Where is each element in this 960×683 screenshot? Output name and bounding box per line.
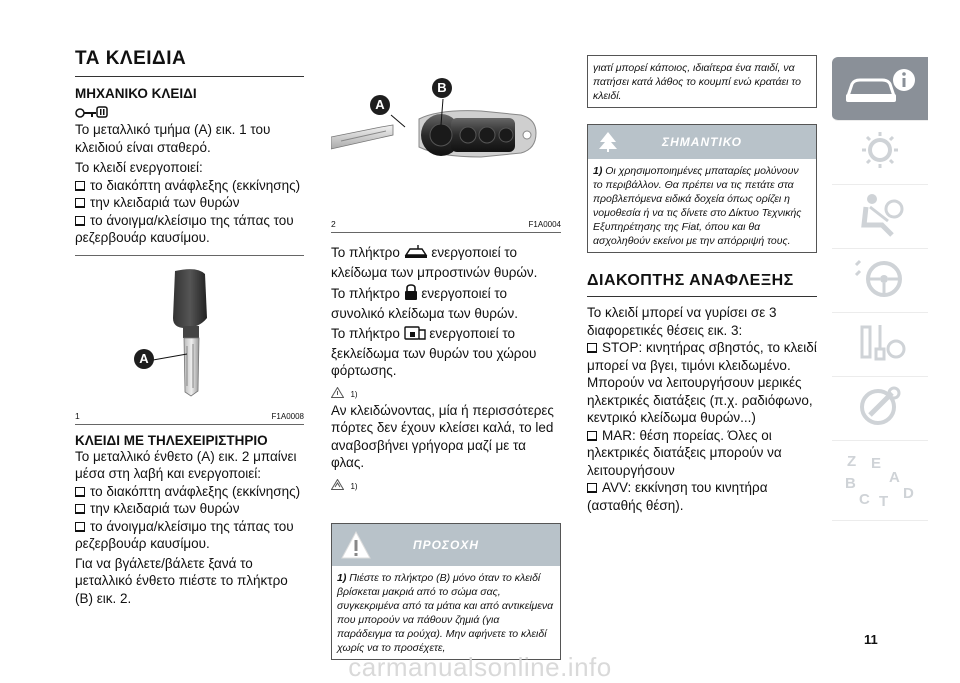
wrench-icon bbox=[850, 319, 910, 370]
list-item: την κλειδαριά των θυρών bbox=[75, 194, 304, 212]
caution-text: 1) Πιέστε το πλήκτρο (B) μόνο όταν το κλειδί βρίσκεται μακριά από το σώμα σας, συγκεκριμένα από τα μάτια και από αντικείμενα που μπορούν να πάθουν ζημιά (για παράδειγμα τα ρούχα). Μην αφήνετε το κλειδί χωρίς να το προσέχετε, bbox=[337, 571, 554, 654]
list-item-stop: STOP: κινητήρας σβηστός, το κλειδί μπορεί να βγει, τιμόνι κλειδωμένο. Μπορούν να λειτουργήσουν μερικές ηλεκτρικές διατάξεις (π.χ. ραδιόφωνο, κεντρικό κλείδωμα θυρών...) bbox=[587, 340, 817, 425]
tab-safety[interactable] bbox=[832, 185, 928, 249]
page-title: ΤΑ ΚΛΕΙΔΙΑ bbox=[75, 48, 304, 77]
car-info-icon bbox=[842, 66, 918, 111]
column-1 bbox=[75, 48, 304, 607]
chapter-sidebar bbox=[832, 57, 928, 521]
list-item: την κλειδαριά των θυρών bbox=[75, 500, 304, 518]
tab-emergency[interactable] bbox=[832, 313, 928, 377]
figure-code: F1A0004 bbox=[528, 220, 561, 229]
tab-warning-lights[interactable] bbox=[832, 121, 928, 185]
bullet-icon bbox=[75, 504, 85, 514]
paragraph-button-2: Το πλήκτρο ενεργοποιεί το συνολικό κλείδωμα των θυρών. bbox=[331, 286, 519, 321]
paragraph: Για να βγάλετε/βάλετε ξανά το μεταλλικό ένθετο πιέστε το πλήκτρο (B) εικ. 2. bbox=[75, 555, 288, 606]
bullet-icon bbox=[75, 198, 85, 208]
warning-lights-icon bbox=[850, 130, 910, 175]
list-item: το διακόπτη ανάφλεξης (εκκίνησης) bbox=[75, 177, 304, 195]
airbag-seat-icon bbox=[850, 191, 910, 242]
column-2 bbox=[331, 55, 561, 660]
heading-remote-key: ΚΛΕΙΔΙ ΜΕ ΤΗΛΕΧΕΙΡΙΣΤΗΡΙΟ bbox=[75, 432, 268, 448]
page-number: 11 bbox=[864, 632, 878, 647]
bullet-icon bbox=[587, 483, 597, 493]
remote-key-illustration bbox=[331, 55, 561, 205]
figure-2 bbox=[331, 55, 561, 233]
index-letters-icon: Z E A B D C T bbox=[845, 452, 914, 510]
warning-triangle-icon bbox=[331, 385, 344, 403]
bullet-icon bbox=[75, 487, 85, 497]
paragraph-button-3: Το πλήκτρο ενεργοποιεί το ξεκλείδωμα των θυρών του χώρου φόρτωσης. bbox=[331, 326, 537, 378]
mechanical-key-illustration bbox=[75, 266, 304, 416]
figure-number: 1 bbox=[75, 410, 80, 421]
list-item-avv: AVV: εκκίνηση του κινητήρα (ασταθής θέση). bbox=[587, 480, 768, 513]
figure-code: F1A0008 bbox=[271, 411, 304, 421]
steering-wheel-icon bbox=[850, 255, 910, 306]
caution-box bbox=[331, 523, 561, 660]
watermark: carmanualsonline.info bbox=[348, 652, 612, 682]
heading-mechanical-key: ΜΗΧΑΝΙΚΟ ΚΛΕΙΔΙ bbox=[75, 86, 197, 101]
tab-driving[interactable] bbox=[832, 249, 928, 313]
paragraph: Το μεταλλικό ένθετο (A) εικ. 2 μπαίνει μέσα στη λαβή και ενεργοποιεί: bbox=[75, 448, 297, 481]
front-doors-lock-icon bbox=[404, 245, 428, 264]
caution-continued-box: γιατί μπορεί κάποιος, ιδιαίτερα ένα παιδί, να πατήσει κατά λάθος το κουμπί ενώ κρατάει το κλειδί. bbox=[587, 55, 817, 108]
list-item: το άνοιγμα/κλείσιμο της τάπας του ρεζερβουάρ καυσίμου. bbox=[75, 518, 294, 551]
paragraph: Το μεταλλικό τμήμα (A) εικ. 1 του κλειδιού είναι σταθερό. bbox=[75, 122, 271, 155]
padlock-icon bbox=[404, 284, 418, 305]
list-item-mar: MAR: θέση πορείας. Όλες οι ηλεκτρικές διατάξεις μπορούν να λειτουργήσουν bbox=[587, 427, 782, 478]
key-symbol-icon bbox=[75, 105, 304, 119]
paragraph: Το κλειδί ενεργοποιεί: bbox=[75, 160, 203, 175]
bullet-icon bbox=[75, 216, 85, 226]
figure-1 bbox=[75, 255, 304, 425]
road-icon bbox=[850, 383, 910, 434]
note-ref-1: 1) bbox=[331, 384, 561, 402]
bullet-icon bbox=[75, 522, 85, 532]
callout-b: B bbox=[432, 78, 452, 98]
bullet-icon bbox=[75, 181, 85, 191]
tab-maintenance[interactable] bbox=[832, 377, 928, 441]
figure-number: 2 bbox=[331, 219, 336, 229]
callout-a: A bbox=[370, 95, 390, 115]
important-header: ΣΗΜΑΝΤΙΚΟ bbox=[588, 125, 816, 159]
heading-ignition-switch: ΔΙΑΚΟΠΤΗΣ ΑΝΑΦΛΕΞΗΣ bbox=[587, 272, 817, 297]
paragraph: Το κλειδί μπορεί να γυρίσει σε 3 διαφορετικές θέσεις εικ. 3: bbox=[587, 305, 777, 338]
column-3 bbox=[587, 55, 817, 514]
important-text: 1) Οι χρησιμοποιημένες μπαταρίες μολύνουν το περιβάλλον. Θα πρέπει να τις πετάτε στα προβλεπόμενα ειδικά δοχεία όπως ορίζει η νομοθεσία ή να τις δίνετε στο Δίκτυο Τεχνικής Εξυπηρέτησης της Fiat, όπου και θα ασχοληθούν εκείνοι με την απόρριψή τους. bbox=[593, 165, 802, 247]
callout-a: A bbox=[134, 349, 154, 369]
tab-car-info[interactable] bbox=[832, 57, 928, 121]
bullet-icon bbox=[587, 431, 597, 441]
note-ref-2: 1) bbox=[331, 476, 561, 494]
tab-index[interactable] bbox=[832, 441, 928, 521]
list-item: το διακόπτη ανάφλεξης (εκκίνησης) bbox=[75, 483, 304, 501]
battery-disposal-icon bbox=[331, 477, 344, 495]
cargo-door-unlock-icon bbox=[404, 326, 426, 345]
important-box bbox=[587, 124, 817, 253]
bullet-icon bbox=[587, 343, 597, 353]
caution-header: ΠΡΟΣΟΧΗ bbox=[332, 524, 560, 566]
paragraph: Αν κλειδώνοντας, μία ή περισσότερες πόρτες δεν έχουν κλείσει καλά, το led αναβοσβήνει γρήγορα μαζί με τα φλας. bbox=[331, 402, 554, 470]
list-item: το άνοιγμα/κλείσιμο της τάπας του ρεζερβουάρ καυσίμου. bbox=[75, 212, 294, 245]
paragraph-button-1: Το πλήκτρο ενεργοποιεί το κλείδωμα των μπροστινών θυρών. bbox=[331, 245, 538, 280]
